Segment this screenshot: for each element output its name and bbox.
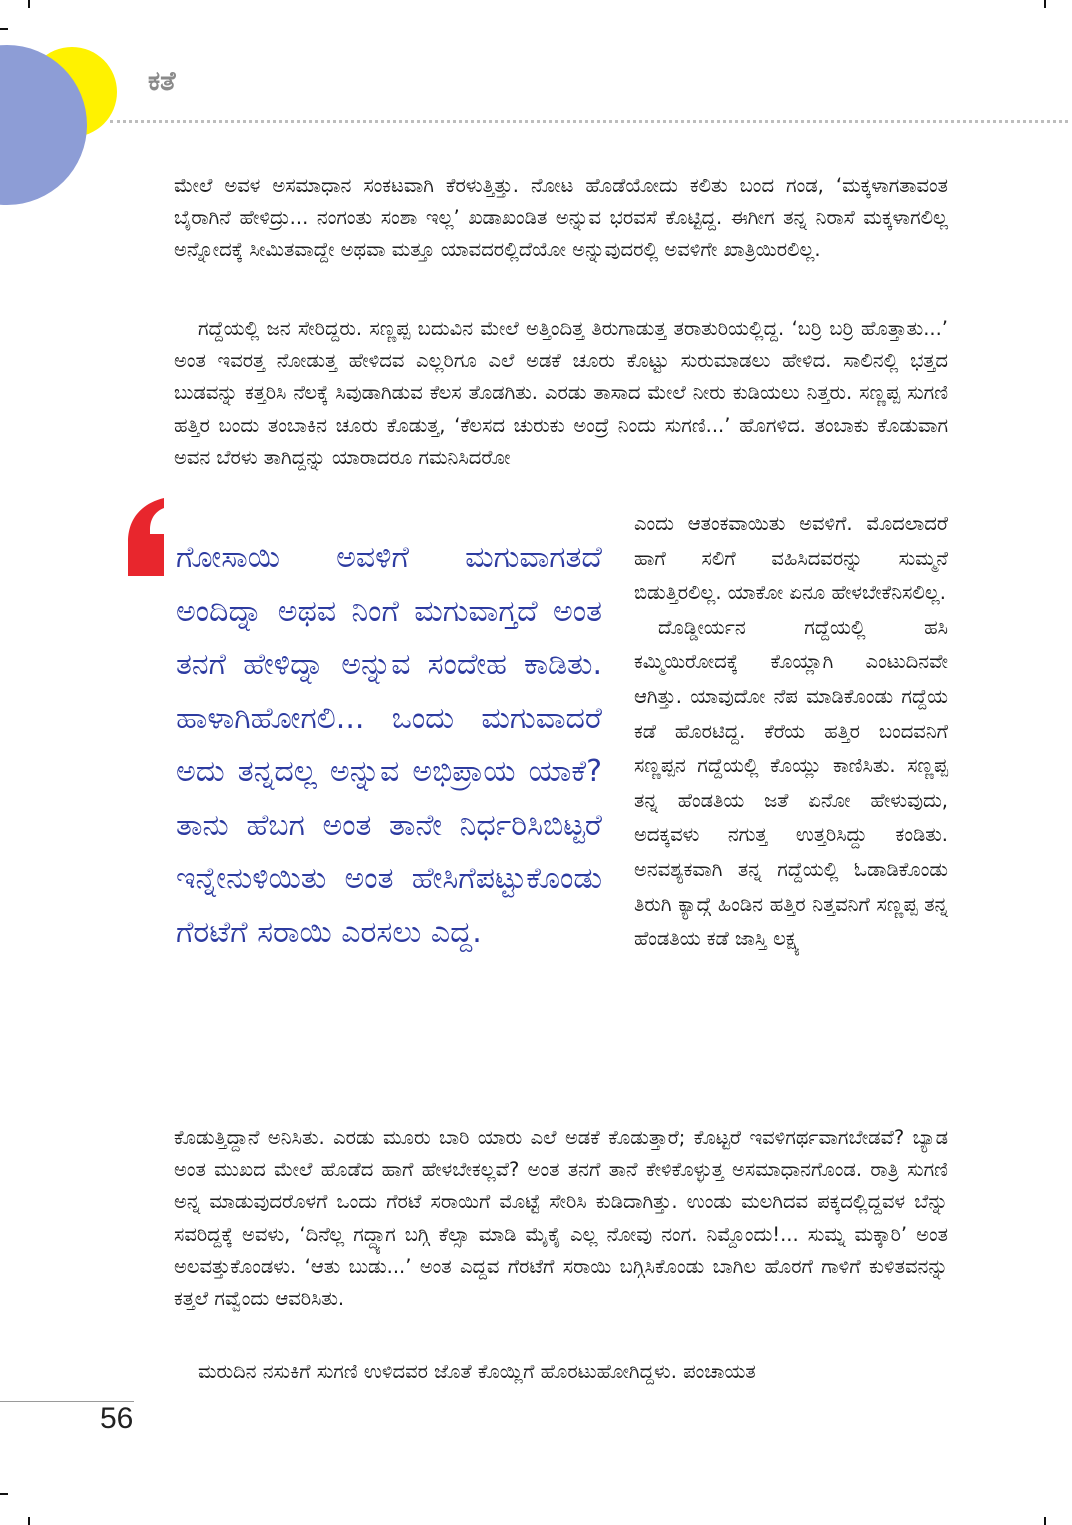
body-paragraph-5: ಮರುದಿನ ನಸುಕಿಗೆ ಸುಗಣಿ ಉಳಿದವರ ಜೊತೆ ಕೊಯ್ಲಿಗೆ ಹೊರಟುಹೋಗಿದ್ದಳು. ಪಂಚಾಯತ — [198, 1360, 756, 1383]
pull-quote: ಗೋಸಾಯಿ ಅವಳಿಗೆ ಮಗುವಾಗತದೆ ಅಂದಿದ್ನಾ ಅಥವ ನಿಂಗೆ ಮಗುವಾಗ್ತದೆ ಅಂತ ತನಗೆ ಹೇಳಿದ್ನಾ ಅನ್ನುವ ಸಂದೇಹ ಕಾಡಿತು. ಹಾಳಾಗಿಹೋಗಲಿ... ಒಂದು ಮಗುವಾದರೆ ಅದು ತನ್ನದಲ್ಲ ಅನ್ನುವ ಅಭಿಪ್ರಾಯ ಯಾಕೆ? ತಾನು ಹೆಬಗ ಅಂತ ತಾನೇ ನಿರ್ಧರಿಸಿಬಿಟ್ಟರೆ ಇನ್ನೇನುಳಿಯಿತು ಅಂತ ಹೇಸಿಗೆಪಟ್ಟುಕೊಂಡು ಗೆರಟೆಗೆ ಸರಾಯಿ ಎರಸಲು ಎದ್ದ. — [176, 540, 602, 950]
crop-mark — [1044, 1517, 1046, 1525]
body-paragraph-1: ಮೇಲೆ ಅವಳ ಅಸಮಾಧಾನ ಸಂಕಟವಾಗಿ ಕೆರಳುತ್ತಿತ್ತು. ನೋಟ ಹೊಡೆಯೋದು ಕಲಿತು ಬಂದ ಗಂಡ, ‘ಮಕ್ಕಳಾಗತಾವಂತ ಬೈರಾಗಿನೆ ಹೇಳಿದ್ರು... ನಂಗಂತು ಸಂಶಾ ಇಲ್ಲ’ ಖಡಾಖಂಡಿತ ಅನ್ನುವ ಭರವಸೆ ಕೊಟ್ಟಿದ್ದ. ಈಗೀಗ ತನ್ನ ನಿರಾಸೆ ಮಕ್ಕಳಾಗಲಿಲ್ಲ ಅನ್ನೋದಕ್ಕೆ ಸೀಮಿತವಾದ್ದೇ ಅಥವಾ ಮತ್ತೂ ಯಾವದರಲ್ಲಿದೆಯೋ ಅನ್ನುವುದರಲ್ಲಿ ಅವಳಿಗೇ ಖಾತ್ರಿಯಿರಲಿಲ್ಲ. — [174, 174, 948, 262]
right-column-para-1: ಎಂದು ಆತಂಕವಾಯಿತು ಅವಳಿಗೆ. ಮೊದಲಾದರೆ ಹಾಗೆ ಸಲಿಗೆ ವಹಿಸಿದವರನ್ನು ಸುಮ್ಮನೆ ಬಿಡುತ್ತಿರಲಿಲ್ಲ. ಯಾಕೋ ಏನೂ ಹೇಳಬೇಕೆನಿಸಲಿಲ್ಲ. — [634, 512, 948, 605]
quote-mark-icon — [124, 498, 172, 578]
crop-mark — [0, 1493, 8, 1495]
body-paragraph-2: ಗದ್ದೆಯಲ್ಲಿ ಜನ ಸೇರಿದ್ದರು. ಸಣ್ಣಪ್ಪ ಬದುವಿನ ಮೇಲೆ ಅತ್ತಿಂದಿತ್ತ ತಿರುಗಾಡುತ್ತ ತರಾತುರಿಯಲ್ಲಿದ್ದ. ‘ಬರ್ರಿ ಬರ್ರಿ ಹೊತ್ತಾತು...’ ಅಂತ ಇವರತ್ತ ನೋಡುತ್ತ ಹೇಳಿದವ ಎಲ್ಲರಿಗೂ ಎಲೆ ಅಡಕೆ ಚೂರು ಕೊಟ್ಟು ಸುರುಮಾಡಲು ಹೇಳಿದ. ಸಾಲಿನಲ್ಲಿ ಭತ್ತದ ಬುಡವನ್ನು ಕತ್ತರಿಸಿ ನೆಲಕ್ಕೆ ಸಿವುಡಾಗಿಡುವ ಕೆಲಸ ತೊಡಗಿತು. ಎರಡು ತಾಸಾದ ಮೇಲೆ ನೀರು ಕುಡಿಯಲು ನಿತ್ತರು. ಸಣ್ಣಪ್ಪ ಸುಗಣಿ ಹತ್ತಿರ ಬಂದು ತಂಬಾಕಿನ ಚೂರು ಕೊಡುತ್ತ, ‘ಕೆಲಸದ ಚುರುಕು ಅಂದ್ರೆ ನಿಂದು ಸುಗಣಿ...’ ಹೊಗಳಿದ. ತಂಬಾಕು ಕೊಡುವಾಗ ಅವನ ಬೆರಳು ತಾಗಿದ್ದನ್ನು ಯಾರಾದರೂ ಗಮನಿಸಿದರೋ — [174, 317, 948, 469]
right-column — [634, 507, 948, 957]
section-label: ಕತೆ — [148, 66, 176, 97]
dotted-divider — [110, 120, 1068, 123]
body-paragraph-4: ಕೊಡುತ್ತಿದ್ದಾನೆ ಅನಿಸಿತು. ಎರಡು ಮೂರು ಬಾರಿ ಯಾರು ಎಲೆ ಅಡಕೆ ಕೊಡುತ್ತಾರೆ; ಕೊಟ್ಟರೆ ಇವಳಿಗರ್ಥವಾಗಬೇಡವೆ? ಬ್ಯಾಡ ಅಂತ ಮುಖದ ಮೇಲೆ ಹೊಡೆದ ಹಾಗೆ ಹೇಳಬೇಕಲ್ಲವೆ? ಅಂತ ತನಗೆ ತಾನೆ ಕೇಳಿಕೊಳ್ಳುತ್ತ ಅಸಮಾಧಾನಗೊಂಡ. ರಾತ್ರಿ ಸುಗಣಿ ಅನ್ನ ಮಾಡುವುದರೊಳಗೆ ಒಂದು ಗೆರಟೆ ಸರಾಯಿಗೆ ಮೊಟ್ಟೆ ಸೇರಿಸಿ ಕುಡಿದಾಗಿತ್ತು. ಉಂಡು ಮಲಗಿದವ ಪಕ್ಕದಲ್ಲಿದ್ದವಳ ಬೆನ್ನು ಸವರಿದ್ದಕ್ಕೆ ಅವಳು, ‘ದಿನೆಲ್ಲ ಗದ್ದ್ಯಾಗ ಬಗ್ಗಿ ಕೆಲ್ಸಾ ಮಾಡಿ ಮೈಕೈ ಎಲ್ಲ ನೋವು ನಂಗ. ನಿಮ್ದೊಂದು!... ಸುಮ್ನ ಮಕ್ಕಾರಿ’ ಅಂತ ಅಲವತ್ತುಕೊಂಡಳು. ‘ಆತು ಬುಡು...’ ಅಂತ ಎದ್ದವ ಗೆರಟೆಗೆ ಸರಾಯಿ ಬಗ್ಗಿಸಿಕೊಂಡು ಬಾಗಿಲ ಹೊರಗೆ ಗಾಳಿಗೆ ಕುಳಿತವನನ್ನು ಕತ್ತಲೆ ಗವ್ವೆಂದು ಆವರಿಸಿತು. — [174, 1126, 948, 1311]
crop-mark — [1044, 0, 1046, 8]
right-column-para-2: ದೊಡ್ಡೀರ್ಯನ ಗದ್ದೆಯಲ್ಲಿ ಹಸಿ ಕಮ್ಮಿಯಿರೋದಕ್ಕೆ ಕೊಯ್ಲಾಗಿ ಎಂಟುದಿನವೇ ಆಗಿತ್ತು. ಯಾವುದೋ ನೆಪ ಮಾಡಿಕೊಂಡು ಗದ್ದೆಯ ಕಡೆ ಹೊರಟಿದ್ದ. ಕೆರೆಯ ಹತ್ತಿರ ಬಂದವನಿಗೆ ಸಣ್ಣಪ್ಪನ ಗದ್ದೆಯಲ್ಲಿ ಕೊಯ್ಲು ಕಾಣಿಸಿತು. ಸಣ್ಣಪ್ಪ ತನ್ನ ಹೆಂಡತಿಯ ಜತೆ ಏನೋ ಹೇಳುವುದು, ಅದಕ್ಕವಳು ನಗುತ್ತ ಉತ್ತರಿಸಿದ್ದು ಕಂಡಿತು. ಅನವಶ್ಯಕವಾಗಿ ತನ್ನ ಗದ್ದೆಯಲ್ಲಿ ಓಡಾಡಿಕೊಂಡು ತಿರುಗಿ ಕ್ಯಾದ್ಗೆ ಹಿಂಡಿನ ಹತ್ತಿರ ನಿತ್ತವನಿಗೆ ಸಣ್ಣಪ್ಪ ತನ್ನ ಹೆಂಡತಿಯ ಕಡೆ ಜಾಸ್ತಿ ಲಕ್ಷ್ಯ — [634, 615, 948, 951]
page-number: 56 — [100, 1402, 134, 1435]
crop-mark — [28, 1517, 30, 1525]
header-circles-graphic — [0, 0, 130, 215]
